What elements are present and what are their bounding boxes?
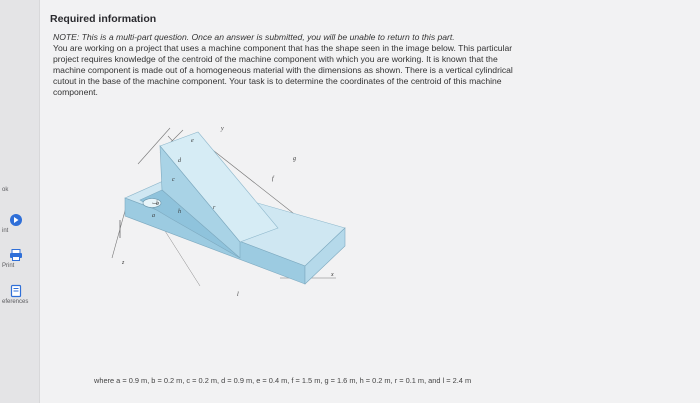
sidebar-item-ok[interactable]: [0, 186, 40, 193]
paragraph-line: project requires knowledge of the centroid of the machine component with which you are working. It is known that the: [53, 54, 498, 64]
label-a: a: [152, 213, 155, 219]
label-e: e: [191, 138, 194, 144]
label-l: l: [237, 292, 239, 298]
label-r: r: [213, 205, 216, 211]
sidebar-item-references[interactable]: [0, 284, 40, 305]
sidebar-item-label: eferences: [2, 299, 29, 305]
sidebar-item-hint[interactable]: [0, 213, 40, 234]
label-z: z: [122, 260, 125, 266]
left-sidebar: [0, 0, 40, 403]
hint-icon: [9, 213, 23, 227]
references-icon: [9, 284, 23, 298]
label-x: x: [331, 272, 334, 278]
label-g: g: [293, 156, 296, 162]
sidebar-item-label: ok: [2, 187, 9, 193]
sidebar-item-label: int: [2, 228, 9, 234]
note-text: NOTE: This is a multi-part question. Once an answer is submitted, you will be unable to return to this part.: [53, 32, 455, 42]
label-f: f: [272, 176, 274, 182]
label-y: y: [221, 126, 224, 132]
print-icon: [9, 248, 23, 262]
paragraph-line: component.: [53, 87, 98, 97]
label-c: c: [172, 177, 175, 183]
question-content: [40, 0, 700, 403]
required-information-heading: Required information: [50, 13, 157, 25]
machine-component-figure: [100, 118, 400, 318]
paragraph-line: machine component is made out of a homogeneous material with the dimensions as shown. There is a vertical cylindrical: [53, 65, 513, 75]
question-text: [53, 32, 653, 98]
label-d: d: [178, 158, 181, 164]
label-b: b: [156, 201, 159, 207]
paragraph-line: You are working on a project that uses a machine component that has the shape seen in the image below. This particular: [53, 43, 513, 53]
label-h: h: [178, 209, 181, 215]
paragraph-line: cutout in the base of the machine component. Your task is to determine the coordinates of the centroid of this machine: [53, 76, 502, 86]
sidebar-item-print[interactable]: [0, 248, 40, 269]
dimension-values: where a = 0.9 m, b = 0.2 m, c = 0.2 m, d = 0.9 m, e = 0.4 m, f = 1.5 m, g = 1.6 m, h = 0.2 m, r = 0.1 m, and l = 2.4 m: [94, 376, 472, 385]
sidebar-item-label: Print: [2, 263, 15, 269]
